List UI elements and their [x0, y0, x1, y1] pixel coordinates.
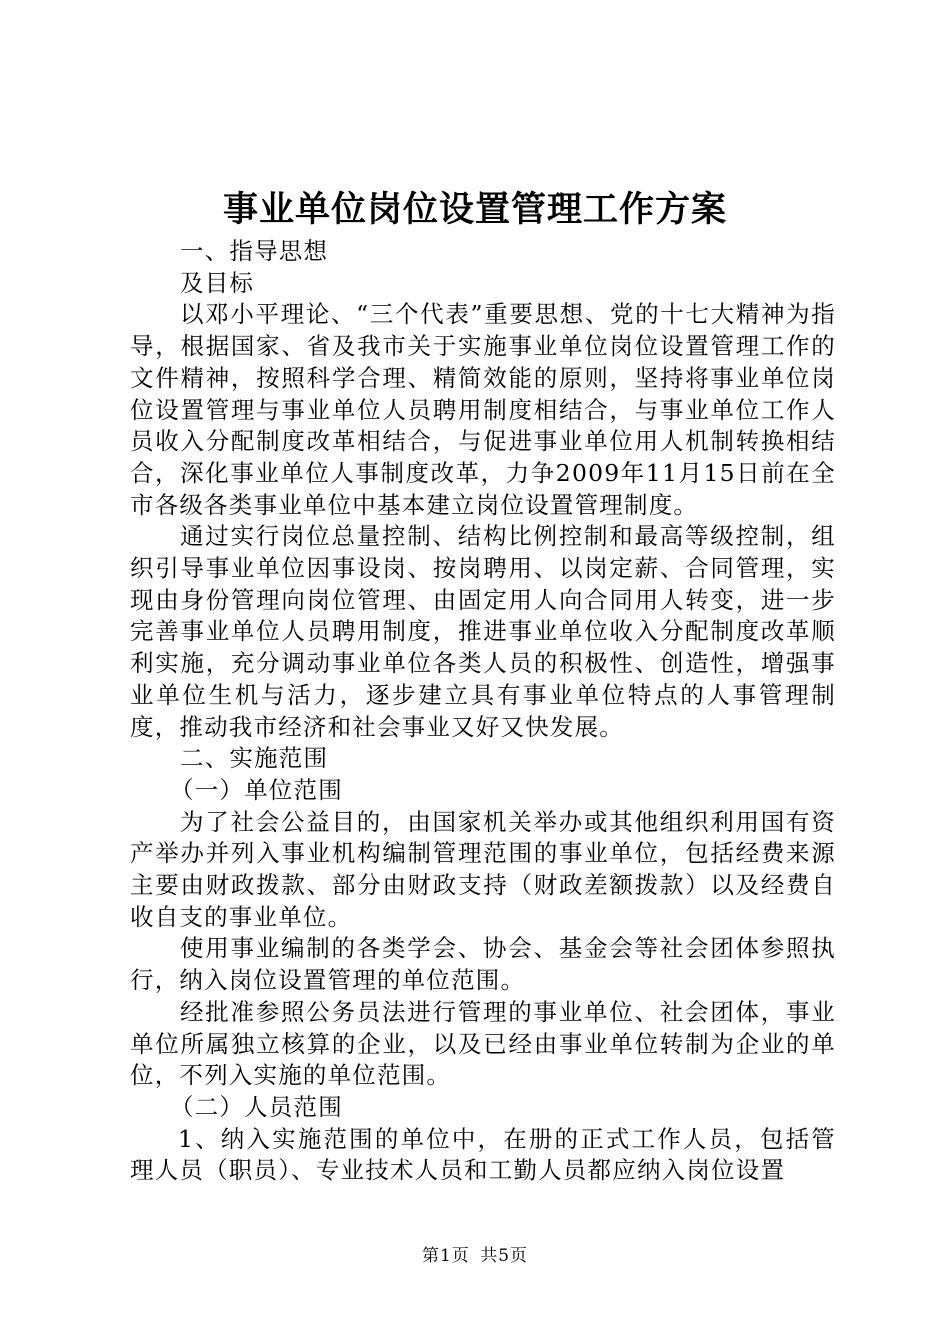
page-total: 共5页 — [480, 1246, 529, 1266]
section-heading-scope: 二、实施范围 — [180, 744, 329, 773]
section-heading: 一、指导思想 — [180, 237, 329, 265]
paragraph-objectives: 通过实行岗位总量控制、结构比例控制和最高等级控制，组织引导事业单位因事设岗、按岗聘用、以岗定薪、合同管理，实现由身份管理向岗位管理、由固定用人向合同用人转变，进一步完善事业单位人员聘用制度，推进事业单位收入分配制度改革顺利实施，充分调动事业单位各类人员的积极性、创造性，增强事业单位生机与活力，逐步建立具有事业单位特点的人事管理制度，推动我市经济和社会事业又好又快发展。 — [130, 522, 836, 741]
subsection-heading-personnel-scope: （二）人员范围 — [170, 1092, 343, 1121]
list-item-personnel: 1、纳入实施范围的单位中，在册的正式工作人员，包括管理人员（职员）、专业技术人员和工勤人员都应纳入岗位设置 — [130, 1124, 836, 1185]
paragraph-guiding-thought: 以邓小平理论、“三个代表”重要思想、党的十七大精神为指导，根据国家、省及我市关于实施事业单位岗位设置管理工作的文件精神，按照科学合理、精简效能的原则，坚持将事业单位岗位设置管理与事业单位人员聘用制度相结合，与事业单位工作人员收入分配制度改革相结合，与促进事业单位用人机制转换相结合，深化事业单位人事制度改革，力争2009年11月15日前在全市各级各类事业单位中基本建立岗位设置管理制度。 — [130, 300, 836, 519]
paragraph-exclusions: 经批准参照公务员法进行管理的事业单位、社会团体，事业单位所属独立核算的企业，以及已经由事业单位转制为企业的单位，不列入实施的单位范围。 — [130, 997, 836, 1090]
document-body — [130, 236, 836, 1187]
paragraph-social-groups: 使用事业编制的各类学会、协会、基金会等社会团体参照执行，纳入岗位设置管理的单位范围。 — [130, 934, 836, 995]
page-number: 第1页 — [421, 1246, 470, 1266]
paragraph-unit-scope: 为了社会公益目的，由国家机关举办或其他组织利用国有资产举办并列入事业机构编制管理范围的事业单位，包括经费来源主要由财政拨款、部分由财政支持（财政差额拨款）以及经费自收自支的事业单位。 — [130, 807, 836, 931]
subsection-heading-unit-scope: （一）单位范围 — [170, 775, 343, 804]
document-title: 事业单位岗位设置管理工作方案 — [222, 189, 727, 230]
section-heading-continued: 及目标 — [180, 268, 255, 297]
page-footer — [0, 1244, 950, 1268]
